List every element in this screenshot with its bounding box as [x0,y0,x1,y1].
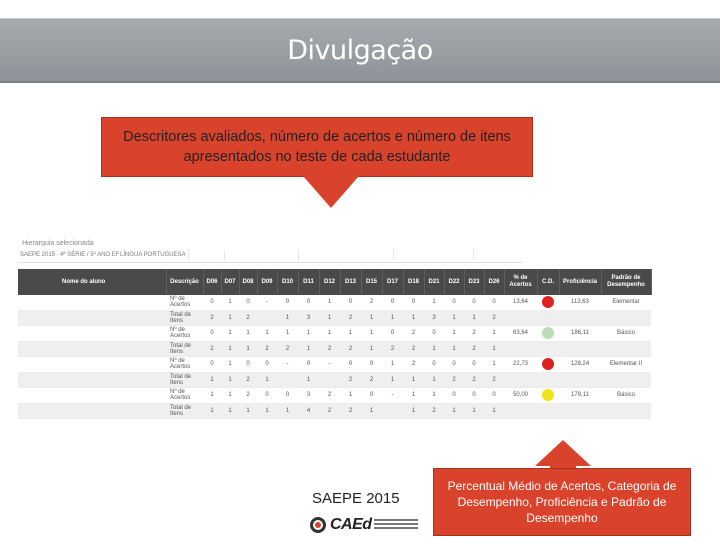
table-cell: 1 [444,326,464,342]
table-cell: 2 [403,357,424,373]
table-cell: 4 [298,403,319,419]
column-header[interactable]: D22 [444,269,464,295]
column-header[interactable]: D13 [340,269,361,295]
performance-indicator [537,341,559,357]
table-cell: 1 [257,403,277,419]
table-cell: 2 [239,372,257,388]
table-cell: 2 [464,372,484,388]
table-row [18,357,651,373]
table-cell: 113,63 [559,295,601,310]
table-cell: - [257,295,277,310]
table-cell [18,310,166,326]
table-cell: 2 [340,403,361,419]
table-cell: 1 [298,341,319,357]
table-cell: 1 [319,326,340,342]
status-dot-icon [542,327,554,339]
filter-bar [18,250,523,263]
table-cell: 2 [361,372,382,388]
table-cell: 1 [424,295,444,310]
table-cell: 1 [361,310,382,326]
table-cell: 1 [382,372,403,388]
table-cell: 0 [257,388,277,404]
table-cell: 0 [382,326,403,342]
table-cell [559,372,601,388]
callout-top-text: Descritores avaliados, número de acertos e número de itens apresentados no teste de cada estudante [123,129,511,165]
table-cell: 0 [444,295,464,310]
table-cell: 1 [221,357,239,373]
table-cell: 1 [340,326,361,342]
table-cell: 1 [403,388,424,404]
table-cell: 1 [484,326,504,342]
table-cell: 0 [403,295,424,310]
column-header[interactable]: D07 [221,269,239,295]
slide-title: Divulgação [287,35,433,66]
table-cell: 1 [424,341,444,357]
table-cell: 1 [444,341,464,357]
table-cell: 1 [403,372,424,388]
table-cell: 1 [239,341,257,357]
table-cell: 1 [484,357,504,373]
table-cell: 0 [444,357,464,373]
callout-bottom-text: Percentual Médio de Acertos, Categoria de Desempenho, Proficiência e Padrão de Desempenho [447,479,677,525]
table-cell: 2 [382,341,403,357]
table-cell [277,372,298,388]
table-cell: 2 [319,388,340,404]
table-cell: 0 [298,295,319,310]
table-cell: 0 [203,295,221,310]
column-header[interactable]: Nome do aluno [18,269,166,295]
table-cell: 0 [257,357,277,373]
table-cell: 128,24 [559,357,601,373]
table-cell: 1 [221,341,239,357]
row-description: Total de Itens [166,372,203,388]
column-header[interactable]: D11 [298,269,319,295]
table-cell: 1 [484,403,504,419]
arrow-up-icon [535,440,591,466]
table-cell [18,388,166,404]
table-cell [601,372,651,388]
table-cell: Elementar II [601,357,651,373]
table-cell: 1 [464,403,484,419]
callout-bottom [433,468,691,536]
table-cell: 1 [203,388,221,404]
table-cell: 0 [361,388,382,404]
table-cell: 1 [277,310,298,326]
row-description: Nº de Acertos [166,326,203,342]
table-cell [601,403,651,419]
table-cell: 186,11 [559,326,601,342]
table-cell: 1 [257,372,277,388]
table-cell: 2 [464,341,484,357]
table-cell: 2 [239,388,257,404]
table-cell: 2 [257,341,277,357]
table-cell: 2 [277,341,298,357]
table-cell: 1 [424,372,444,388]
table-cell: 1 [340,388,361,404]
table-cell: 1 [444,310,464,326]
table-row [18,326,651,342]
table-cell: 0 [277,295,298,310]
performance-indicator [537,310,559,326]
table-cell: 1 [221,372,239,388]
status-dot-icon [542,389,554,401]
table-cell: 1 [382,310,403,326]
row-description: Nº de Acertos [166,388,203,404]
table-cell: 2 [484,372,504,388]
table-cell: 1 [221,388,239,404]
table-cell: 0 [484,295,504,310]
table-cell: 0 [424,326,444,342]
breadcrumb: Hierarquia selecionada [22,240,94,247]
table-cell: 0 [239,357,257,373]
table-cell [18,372,166,388]
table-cell [559,310,601,326]
table-cell: 0 [340,357,361,373]
table-cell: 2 [484,310,504,326]
student-results-table [18,269,652,419]
table-cell: - [277,357,298,373]
table-cell: 0 [382,295,403,310]
table-cell [504,341,537,357]
table-cell [18,357,166,373]
caed-logo-subtext [374,519,418,531]
callout-top [101,117,533,177]
filter-edition[interactable]: SAEPE 2015 [20,252,56,258]
table-cell: 3 [298,388,319,404]
table-cell: 0 [464,295,484,310]
column-header[interactable]: D08 [239,269,257,295]
row-description: Total de Itens [166,341,203,357]
table-cell: 0 [444,388,464,404]
column-header[interactable]: C.D. [537,269,559,295]
status-dot-icon [542,358,554,370]
table-cell: 1 [221,403,239,419]
table-cell: 1 [239,403,257,419]
arrow-down-icon [303,176,359,208]
table-cell: 2 [340,372,361,388]
table-cell: 0 [340,295,361,310]
table-cell: 3 [298,310,319,326]
table-cell: 1 [203,372,221,388]
slide-header [0,18,720,83]
performance-indicator [537,403,559,419]
table-cell: 2 [319,341,340,357]
table-cell [18,403,166,419]
column-header[interactable]: D23 [464,269,484,295]
table-cell: 1 [277,403,298,419]
table-cell: 1 [221,326,239,342]
table-cell: 0 [298,357,319,373]
table-cell: 1 [298,372,319,388]
table-cell: 2 [464,326,484,342]
table-cell: 1 [361,403,382,419]
column-header[interactable]: D17 [382,269,403,295]
table-cell [319,372,340,388]
column-header[interactable]: D15 [361,269,382,295]
table-cell [18,326,166,342]
caed-logo [310,516,415,536]
column-header[interactable]: D06 [203,269,221,295]
filter-grade[interactable]: 4ª SÉRIE / 5º ANO EF [60,252,120,258]
table-cell: 0 [277,388,298,404]
row-description: Total de Itens [166,310,203,326]
performance-indicator [537,372,559,388]
table-cell: 0 [203,357,221,373]
column-header[interactable]: % de Acertos [504,269,537,295]
table-cell: 1 [484,341,504,357]
table-cell [504,310,537,326]
table-cell: 2 [403,326,424,342]
table-cell: 1 [319,310,340,326]
table-row [18,310,651,326]
table-header-row [18,269,651,295]
caed-logo-text: CAEd [330,516,372,533]
table-cell: 179,11 [559,388,601,404]
table-cell: 1 [221,310,239,326]
table-cell: 2 [403,341,424,357]
table-cell: 50,00 [504,388,537,404]
table-cell [18,295,166,310]
table-cell: 1 [464,310,484,326]
table-row [18,341,651,357]
column-header[interactable]: Descrição [166,269,203,295]
table-cell: 2 [340,341,361,357]
column-header[interactable]: Padrão de Desempenho [601,269,651,295]
saepe-label: SAEPE 2015 [312,490,400,507]
table-cell: 0 [464,388,484,404]
column-header[interactable]: D10 [277,269,298,295]
table-cell: 1 [382,357,403,373]
table-cell: 22,73 [504,357,537,373]
performance-indicator [537,295,559,310]
table-cell: 2 [319,403,340,419]
table-cell: 1 [424,388,444,404]
table-cell: 0 [484,388,504,404]
column-header[interactable]: D09 [257,269,277,295]
table-cell: Básico [601,388,651,404]
table-cell: 13,64 [504,295,537,310]
table-cell: 63,64 [504,326,537,342]
table-cell: 2 [203,310,221,326]
column-header[interactable]: Proficiência [559,269,601,295]
status-dot-icon [542,296,554,308]
performance-indicator [537,357,559,373]
row-description: Total de Itens [166,403,203,419]
column-header[interactable]: D12 [319,269,340,295]
column-header[interactable]: D21 [424,269,444,295]
table-cell: 0 [424,357,444,373]
column-header[interactable]: D26 [484,269,504,295]
table-row [18,388,651,404]
table-cell: 1 [203,403,221,419]
table-cell: 1 [444,403,464,419]
table-cell [559,341,601,357]
table-cell: 1 [403,403,424,419]
table-cell [18,341,166,357]
table-row [18,403,651,419]
table-cell: Elementar [601,295,651,310]
table-cell: 2 [203,341,221,357]
table-cell: - [319,357,340,373]
table-cell [601,310,651,326]
row-description: Nº de Acertos [166,357,203,373]
table-cell: 1 [361,326,382,342]
table-cell [382,403,403,419]
table-cell: 1 [221,295,239,310]
table-row [18,295,651,310]
table-cell: Básico [601,326,651,342]
table-cell: - [382,388,403,404]
table-cell [504,372,537,388]
column-header[interactable]: D18 [403,269,424,295]
table-cell: 1 [319,295,340,310]
caed-logo-icon [310,517,326,533]
table-cell: 1 [257,326,277,342]
table-cell: 2 [239,310,257,326]
table-cell: 2 [340,310,361,326]
table-cell: 1 [403,310,424,326]
table-cell [559,403,601,419]
table-row [18,372,651,388]
table-cell: 1 [298,326,319,342]
table-cell: 1 [239,326,257,342]
performance-indicator [537,388,559,404]
table-cell: 2 [361,295,382,310]
table-cell: 1 [361,341,382,357]
table-cell [257,310,277,326]
table-cell: 2 [444,372,464,388]
table-cell: 0 [464,357,484,373]
table-cell: 3 [424,310,444,326]
performance-indicator [537,326,559,342]
table-cell: 0 [361,357,382,373]
table-cell: 2 [424,403,444,419]
table-cell [601,341,651,357]
table-cell: 0 [239,295,257,310]
filter-subject[interactable]: LÍNGUA PORTUGUESA [120,252,186,258]
table-cell [504,403,537,419]
row-description: Nº de Acertos [166,295,203,310]
table-cell: 0 [203,326,221,342]
table-cell: 1 [277,326,298,342]
